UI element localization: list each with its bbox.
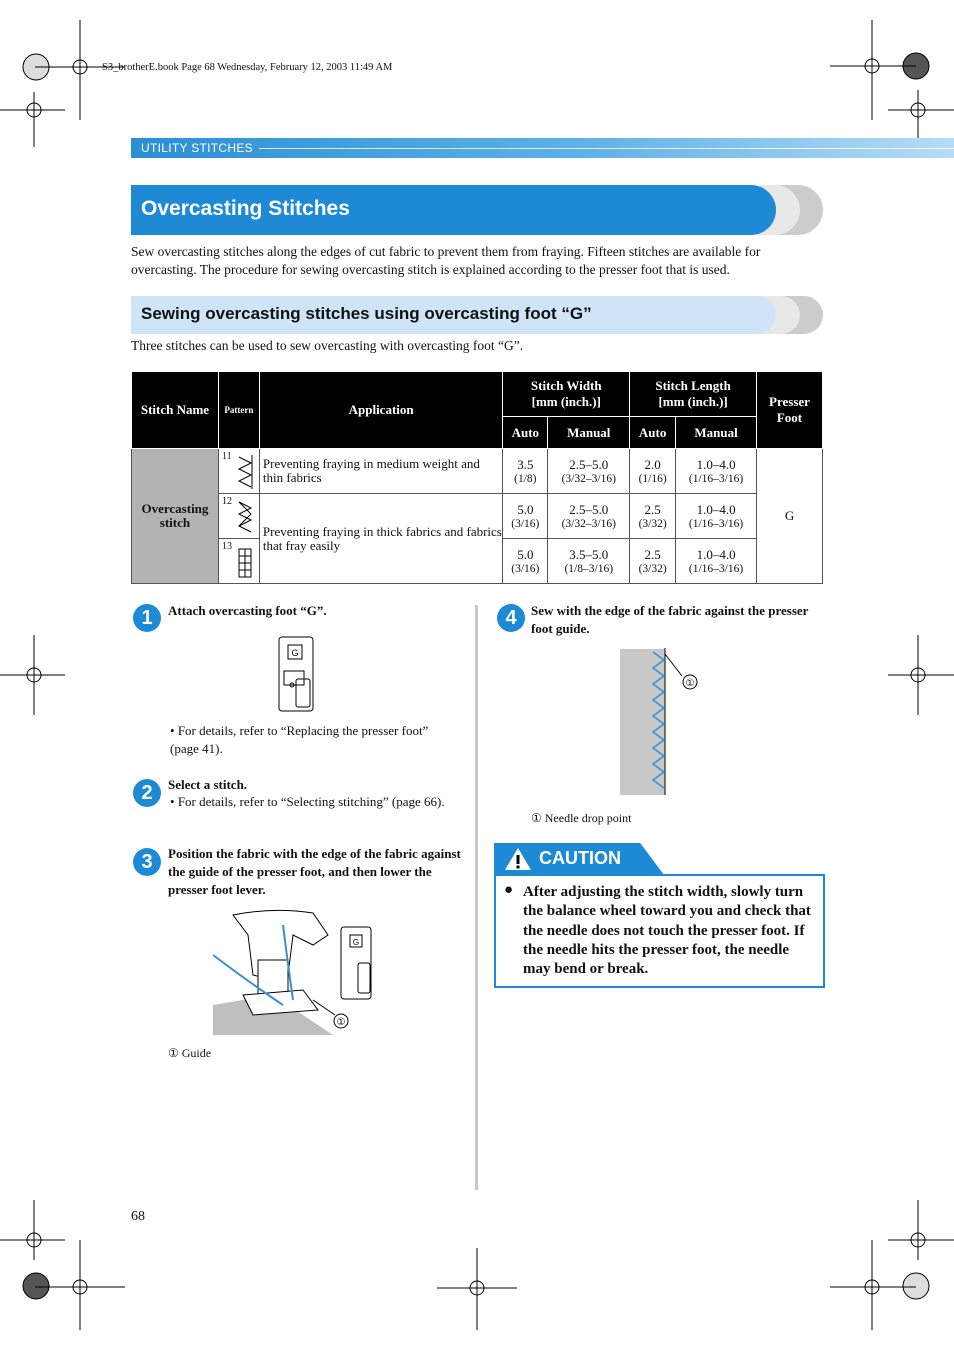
sub-intro-text: Three stitches can be used to sew overcasting with overcasting foot “G”. (131, 338, 524, 353)
intro-text: Sew overcasting stitches along the edges of cut fabric to prevent them from fraying. Fifteen stitches are available for overcasting. The procedure for sewing overcasting stitch is explained according to the presser foot that is used. (131, 244, 761, 277)
th-stitch-width: Stitch Width [mm (inch.)] (503, 372, 630, 417)
value: 5.0 (517, 547, 534, 562)
step-3-caption: ① Guide (168, 1046, 212, 1060)
step-1-bullet: • For details, refer to “Replacing the presser foot” (page 41). (170, 723, 429, 756)
th-pattern: Pattern (218, 372, 259, 449)
caution-bullet-icon: ● (504, 882, 514, 898)
value-inch: (3/32–3/16) (561, 473, 616, 485)
title-bar (131, 185, 776, 235)
step-2-bullet-text: For details, refer to “Selecting stitching” (page 66). (177, 794, 445, 809)
pattern-number: 13 (221, 541, 232, 552)
caution-box (494, 874, 825, 988)
value: 1.0–4.0 (696, 502, 736, 517)
step-1-bullet-text: For details, refer to “Replacing the presser foot” (page 41). (170, 723, 429, 756)
value: 2.5 (644, 547, 661, 562)
value: 1.0–4.0 (696, 547, 736, 562)
step-4-number: 4 (497, 604, 525, 632)
overcast-pattern-13-icon (237, 545, 257, 579)
th-width-manual: Manual (548, 417, 630, 449)
width-auto-cell (503, 494, 548, 539)
caution-label: CAUTION (539, 848, 621, 868)
th-length-manual: Manual (676, 417, 757, 449)
value-inch: (1/16–3/16) (688, 518, 744, 530)
th-length-auto: Auto (630, 417, 676, 449)
width-auto-cell (503, 539, 548, 584)
overcast-pattern-12-icon (237, 500, 257, 534)
pattern-number: 11 (221, 451, 232, 462)
step-2-number: 2 (133, 779, 161, 807)
value-inch: (3/32) (638, 563, 667, 575)
step-1-text: Attach overcasting foot “G”. (168, 603, 327, 618)
value-inch: (1/8–3/16) (564, 563, 614, 575)
section-header-bar (131, 138, 954, 158)
pattern-number: 12 (221, 496, 232, 507)
needle-drop-illustration (618, 648, 708, 798)
fabric-positioning-illustration (213, 905, 383, 1035)
foot-letter: G (291, 648, 299, 658)
value: 1.0–4.0 (696, 457, 736, 472)
th-width-auto: Auto (503, 417, 548, 449)
value: 3.5 (517, 457, 534, 472)
guide-callout: ① (336, 1017, 346, 1028)
value-inch: (3/16) (511, 518, 540, 530)
value-inch: (3/32) (638, 518, 667, 530)
pattern-cell (218, 449, 259, 494)
width-manual-cell (548, 539, 630, 584)
pattern-cell (218, 494, 259, 539)
value-inch: (1/16) (638, 473, 667, 485)
value-inch: (1/16–3/16) (688, 563, 744, 575)
subtitle: Sewing overcasting stitches using overcasting foot “G” (141, 304, 592, 323)
pattern-cell (218, 539, 259, 584)
length-auto-cell (630, 449, 676, 494)
length-manual-cell (676, 494, 757, 539)
stitch-table (131, 371, 823, 584)
value: 3.5–5.0 (569, 547, 609, 562)
application-cell: Preventing fraying in thick fabrics and fabrics that fray easily (259, 494, 502, 584)
step-4-text: Sew with the edge of the fabric against the presser foot guide. (531, 603, 809, 636)
print-header: S3_brotherE.book Page 68 Wednesday, February 12, 2003 11:49 AM (102, 62, 393, 73)
section-label: UTILITY STITCHES (141, 141, 253, 155)
step-2-bullet: • For details, refer to “Selecting stitching” (page 66). (170, 794, 445, 809)
width-manual-cell (548, 449, 630, 494)
group-name-cell: Overcasting stitch (132, 449, 219, 584)
presser-foot-cell: G (757, 449, 823, 584)
step-3-text: Position the fabric with the edge of the fabric against the guide of the presser foot, and then lower the presser foot lever. (168, 846, 461, 897)
value: 5.0 (517, 502, 534, 517)
page-title: Overcasting Stitches (141, 197, 350, 220)
th-stitch-name: Stitch Name (132, 372, 219, 449)
length-auto-cell (630, 539, 676, 584)
th-application: Application (259, 372, 502, 449)
value-inch: (1/16–3/16) (688, 473, 744, 485)
length-manual-cell (676, 539, 757, 584)
length-manual-cell (676, 449, 757, 494)
value: 2.0 (644, 457, 661, 472)
value: 2.5–5.0 (569, 502, 609, 517)
svg-text:G: G (352, 938, 360, 947)
step-2-text: Select a stitch. (168, 777, 248, 792)
needle-drop-callout: ① (685, 678, 695, 689)
presser-foot-g-illustration (276, 635, 316, 715)
application-cell: Preventing fraying in medium weight and thin fabrics (259, 449, 502, 494)
value-inch: (1/8) (514, 473, 537, 485)
column-divider (475, 605, 478, 1190)
warning-triangle-icon (503, 846, 533, 872)
value: 2.5 (644, 502, 661, 517)
value: 2.5–5.0 (569, 457, 609, 472)
subtitle-bar (131, 296, 776, 334)
step-1-number: 1 (133, 604, 161, 632)
th-stitch-length: Stitch Length [mm (inch.)] (630, 372, 757, 417)
step-4-caption: ① Needle drop point (531, 811, 632, 825)
width-manual-cell (548, 494, 630, 539)
value-inch: (3/16) (511, 563, 540, 575)
caution-text: After adjusting the stitch width, slowly turn the balance wheel toward you and check that the needle does not touch the presser foot. If the needle hits the presser foot, the needle may bend or break. (523, 884, 811, 978)
step-3-number: 3 (133, 848, 161, 876)
th-presser-foot: Presser Foot (757, 372, 823, 449)
overcast-pattern-11-icon (237, 455, 257, 489)
length-auto-cell (630, 494, 676, 539)
width-auto-cell (503, 449, 548, 494)
value-inch: (3/32–3/16) (561, 518, 616, 530)
page-number: 68 (131, 1209, 145, 1224)
